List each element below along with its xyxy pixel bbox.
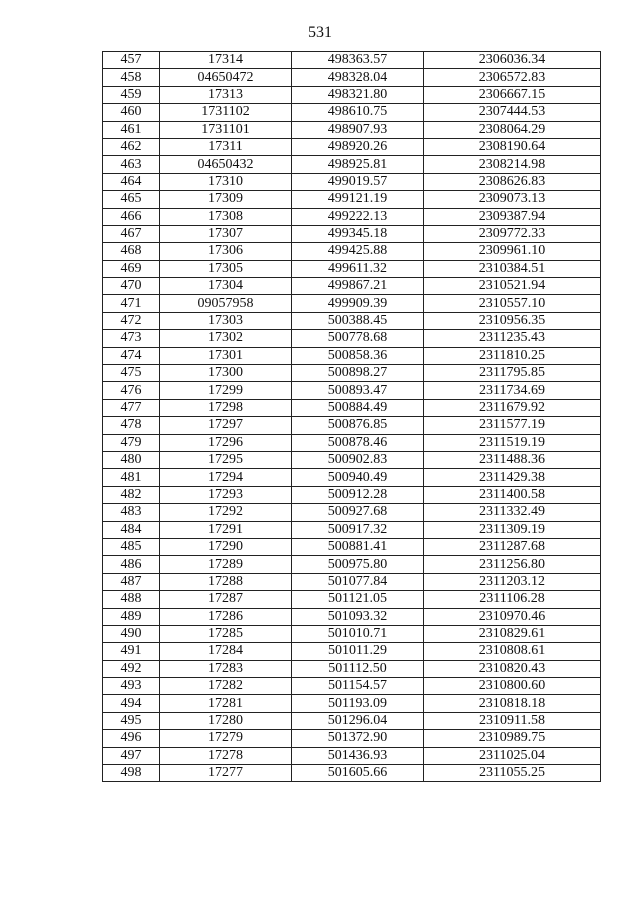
point-id-cell: 17298: [160, 399, 292, 416]
x-coordinate-cell: 500975.80: [292, 556, 424, 573]
point-id-cell: 17292: [160, 504, 292, 521]
table-row: [103, 469, 601, 486]
table-row: [103, 608, 601, 625]
point-id-cell: 17304: [160, 278, 292, 295]
row-number-cell: 482: [103, 486, 160, 503]
table-row: [103, 591, 601, 608]
row-number-cell: 462: [103, 138, 160, 155]
y-coordinate-cell: 2311429.38: [424, 469, 601, 486]
y-coordinate-cell: 2311235.43: [424, 330, 601, 347]
y-coordinate-cell: 2308064.29: [424, 121, 601, 138]
row-number-cell: 475: [103, 365, 160, 382]
row-number-cell: 497: [103, 747, 160, 764]
y-coordinate-cell: 2306667.15: [424, 86, 601, 103]
table-row: [103, 69, 601, 86]
point-id-cell: 17307: [160, 225, 292, 242]
row-number-cell: 471: [103, 295, 160, 312]
y-coordinate-cell: 2310829.61: [424, 625, 601, 642]
y-coordinate-cell: 2306572.83: [424, 69, 601, 86]
point-id-cell: 17301: [160, 347, 292, 364]
row-number-cell: 481: [103, 469, 160, 486]
row-number-cell: 464: [103, 173, 160, 190]
row-number-cell: 467: [103, 225, 160, 242]
y-coordinate-cell: 2311055.25: [424, 765, 601, 782]
row-number-cell: 466: [103, 208, 160, 225]
x-coordinate-cell: 499019.57: [292, 173, 424, 190]
x-coordinate-cell: 498363.57: [292, 52, 424, 69]
table-row: [103, 695, 601, 712]
y-coordinate-cell: 2308214.98: [424, 156, 601, 173]
row-number-cell: 494: [103, 695, 160, 712]
y-coordinate-cell: 2311577.19: [424, 417, 601, 434]
row-number-cell: 463: [103, 156, 160, 173]
table-row: [103, 643, 601, 660]
table-row: [103, 765, 601, 782]
x-coordinate-cell: 499909.39: [292, 295, 424, 312]
row-number-cell: 487: [103, 573, 160, 590]
x-coordinate-cell: 501093.32: [292, 608, 424, 625]
table-row: [103, 191, 601, 208]
x-coordinate-cell: 498610.75: [292, 104, 424, 121]
x-coordinate-cell: 500881.41: [292, 538, 424, 555]
point-id-cell: 17280: [160, 712, 292, 729]
point-id-cell: 17279: [160, 730, 292, 747]
row-number-cell: 457: [103, 52, 160, 69]
point-id-cell: 17281: [160, 695, 292, 712]
point-id-cell: 17284: [160, 643, 292, 660]
table-row: [103, 451, 601, 468]
y-coordinate-cell: 2311203.12: [424, 573, 601, 590]
point-id-cell: 17286: [160, 608, 292, 625]
x-coordinate-cell: 501010.71: [292, 625, 424, 642]
row-number-cell: 474: [103, 347, 160, 364]
table-row: [103, 138, 601, 155]
row-number-cell: 496: [103, 730, 160, 747]
row-number-cell: 469: [103, 260, 160, 277]
y-coordinate-cell: 2309073.13: [424, 191, 601, 208]
table-row: [103, 330, 601, 347]
x-coordinate-cell: 500778.68: [292, 330, 424, 347]
table-row: [103, 382, 601, 399]
point-id-cell: 17300: [160, 365, 292, 382]
x-coordinate-cell: 500898.27: [292, 365, 424, 382]
row-number-cell: 480: [103, 451, 160, 468]
table-row: [103, 173, 601, 190]
table-row: [103, 730, 601, 747]
point-id-cell: 04650432: [160, 156, 292, 173]
x-coordinate-cell: 498321.80: [292, 86, 424, 103]
x-coordinate-cell: 499222.13: [292, 208, 424, 225]
row-number-cell: 472: [103, 312, 160, 329]
x-coordinate-cell: 499425.88: [292, 243, 424, 260]
row-number-cell: 477: [103, 399, 160, 416]
table-row: [103, 504, 601, 521]
table-row: [103, 312, 601, 329]
y-coordinate-cell: 2311025.04: [424, 747, 601, 764]
y-coordinate-cell: 2310956.35: [424, 312, 601, 329]
table-row: [103, 556, 601, 573]
table-row: [103, 121, 601, 138]
y-coordinate-cell: 2311332.49: [424, 504, 601, 521]
x-coordinate-cell: 501372.90: [292, 730, 424, 747]
y-coordinate-cell: 2310384.51: [424, 260, 601, 277]
row-number-cell: 473: [103, 330, 160, 347]
point-id-cell: 1731101: [160, 121, 292, 138]
row-number-cell: 490: [103, 625, 160, 642]
y-coordinate-cell: 2307444.53: [424, 104, 601, 121]
x-coordinate-cell: 498907.93: [292, 121, 424, 138]
x-coordinate-cell: 498328.04: [292, 69, 424, 86]
point-id-cell: 17299: [160, 382, 292, 399]
x-coordinate-cell: 498920.26: [292, 138, 424, 155]
table-row: [103, 521, 601, 538]
y-coordinate-cell: 2310808.61: [424, 643, 601, 660]
table-row: [103, 347, 601, 364]
x-coordinate-cell: 500876.85: [292, 417, 424, 434]
table-row: [103, 434, 601, 451]
y-coordinate-cell: 2310557.10: [424, 295, 601, 312]
point-id-cell: 17290: [160, 538, 292, 555]
y-coordinate-cell: 2311810.25: [424, 347, 601, 364]
row-number-cell: 498: [103, 765, 160, 782]
row-number-cell: 489: [103, 608, 160, 625]
table-row: [103, 417, 601, 434]
y-coordinate-cell: 2308626.83: [424, 173, 601, 190]
y-coordinate-cell: 2310521.94: [424, 278, 601, 295]
table-row: [103, 486, 601, 503]
row-number-cell: 483: [103, 504, 160, 521]
point-id-cell: 17277: [160, 765, 292, 782]
x-coordinate-cell: 500884.49: [292, 399, 424, 416]
row-number-cell: 470: [103, 278, 160, 295]
table-row: [103, 104, 601, 121]
table-row: [103, 243, 601, 260]
point-id-cell: 17285: [160, 625, 292, 642]
point-id-cell: 17310: [160, 173, 292, 190]
table-row: [103, 260, 601, 277]
x-coordinate-cell: 499867.21: [292, 278, 424, 295]
x-coordinate-cell: 500927.68: [292, 504, 424, 521]
y-coordinate-cell: 2306036.34: [424, 52, 601, 69]
row-number-cell: 465: [103, 191, 160, 208]
x-coordinate-cell: 501296.04: [292, 712, 424, 729]
row-number-cell: 478: [103, 417, 160, 434]
table-row: [103, 86, 601, 103]
y-coordinate-cell: 2311309.19: [424, 521, 601, 538]
row-number-cell: 460: [103, 104, 160, 121]
point-id-cell: 17282: [160, 678, 292, 695]
y-coordinate-cell: 2310989.75: [424, 730, 601, 747]
x-coordinate-cell: 500893.47: [292, 382, 424, 399]
point-id-cell: 17309: [160, 191, 292, 208]
y-coordinate-cell: 2311287.68: [424, 538, 601, 555]
x-coordinate-cell: 500388.45: [292, 312, 424, 329]
row-number-cell: 484: [103, 521, 160, 538]
point-id-cell: 17303: [160, 312, 292, 329]
point-id-cell: 04650472: [160, 69, 292, 86]
point-id-cell: 17314: [160, 52, 292, 69]
x-coordinate-cell: 500878.46: [292, 434, 424, 451]
table-row: [103, 52, 601, 69]
point-id-cell: 17296: [160, 434, 292, 451]
point-id-cell: 17287: [160, 591, 292, 608]
row-number-cell: 492: [103, 660, 160, 677]
row-number-cell: 459: [103, 86, 160, 103]
point-id-cell: 17295: [160, 451, 292, 468]
x-coordinate-cell: 500912.28: [292, 486, 424, 503]
x-coordinate-cell: 501112.50: [292, 660, 424, 677]
point-id-cell: 17294: [160, 469, 292, 486]
row-number-cell: 476: [103, 382, 160, 399]
y-coordinate-cell: 2311519.19: [424, 434, 601, 451]
x-coordinate-cell: 501154.57: [292, 678, 424, 695]
y-coordinate-cell: 2309772.33: [424, 225, 601, 242]
point-id-cell: 17306: [160, 243, 292, 260]
y-coordinate-cell: 2309961.10: [424, 243, 601, 260]
row-number-cell: 491: [103, 643, 160, 660]
y-coordinate-cell: 2310800.60: [424, 678, 601, 695]
y-coordinate-cell: 2310820.43: [424, 660, 601, 677]
row-number-cell: 488: [103, 591, 160, 608]
x-coordinate-cell: 500858.36: [292, 347, 424, 364]
table-row: [103, 365, 601, 382]
table-row: [103, 747, 601, 764]
x-coordinate-cell: 499121.19: [292, 191, 424, 208]
x-coordinate-cell: 501121.05: [292, 591, 424, 608]
x-coordinate-cell: 499611.32: [292, 260, 424, 277]
table-row: [103, 225, 601, 242]
row-number-cell: 468: [103, 243, 160, 260]
table-row: [103, 625, 601, 642]
y-coordinate-cell: 2310970.46: [424, 608, 601, 625]
table-row: [103, 678, 601, 695]
row-number-cell: 479: [103, 434, 160, 451]
coordinates-table: [102, 51, 601, 782]
point-id-cell: 17291: [160, 521, 292, 538]
table-row: [103, 712, 601, 729]
table-row: [103, 660, 601, 677]
y-coordinate-cell: 2311488.36: [424, 451, 601, 468]
x-coordinate-cell: 500917.32: [292, 521, 424, 538]
point-id-cell: 1731102: [160, 104, 292, 121]
table-row: [103, 538, 601, 555]
table-row: [103, 208, 601, 225]
x-coordinate-cell: 501011.29: [292, 643, 424, 660]
row-number-cell: 485: [103, 538, 160, 555]
coordinates-table-body: [103, 52, 601, 782]
y-coordinate-cell: 2311400.58: [424, 486, 601, 503]
x-coordinate-cell: 500940.49: [292, 469, 424, 486]
point-id-cell: 17305: [160, 260, 292, 277]
x-coordinate-cell: 500902.83: [292, 451, 424, 468]
table-row: [103, 295, 601, 312]
table-row: [103, 278, 601, 295]
y-coordinate-cell: 2311106.28: [424, 591, 601, 608]
x-coordinate-cell: 499345.18: [292, 225, 424, 242]
table-row: [103, 399, 601, 416]
point-id-cell: 17289: [160, 556, 292, 573]
x-coordinate-cell: 501605.66: [292, 765, 424, 782]
y-coordinate-cell: 2310818.18: [424, 695, 601, 712]
page-number: 531: [308, 24, 332, 41]
point-id-cell: 17288: [160, 573, 292, 590]
row-number-cell: 486: [103, 556, 160, 573]
row-number-cell: 493: [103, 678, 160, 695]
point-id-cell: 17283: [160, 660, 292, 677]
row-number-cell: 461: [103, 121, 160, 138]
y-coordinate-cell: 2310911.58: [424, 712, 601, 729]
point-id-cell: 17302: [160, 330, 292, 347]
x-coordinate-cell: 498925.81: [292, 156, 424, 173]
point-id-cell: 17297: [160, 417, 292, 434]
point-id-cell: 17308: [160, 208, 292, 225]
point-id-cell: 17313: [160, 86, 292, 103]
row-number-cell: 495: [103, 712, 160, 729]
y-coordinate-cell: 2308190.64: [424, 138, 601, 155]
y-coordinate-cell: 2311734.69: [424, 382, 601, 399]
point-id-cell: 17293: [160, 486, 292, 503]
y-coordinate-cell: 2311795.85: [424, 365, 601, 382]
y-coordinate-cell: 2311256.80: [424, 556, 601, 573]
y-coordinate-cell: 2309387.94: [424, 208, 601, 225]
row-number-cell: 458: [103, 69, 160, 86]
table-row: [103, 156, 601, 173]
x-coordinate-cell: 501436.93: [292, 747, 424, 764]
x-coordinate-cell: 501193.09: [292, 695, 424, 712]
x-coordinate-cell: 501077.84: [292, 573, 424, 590]
y-coordinate-cell: 2311679.92: [424, 399, 601, 416]
point-id-cell: 17278: [160, 747, 292, 764]
table-row: [103, 573, 601, 590]
point-id-cell: 09057958: [160, 295, 292, 312]
point-id-cell: 17311: [160, 138, 292, 155]
